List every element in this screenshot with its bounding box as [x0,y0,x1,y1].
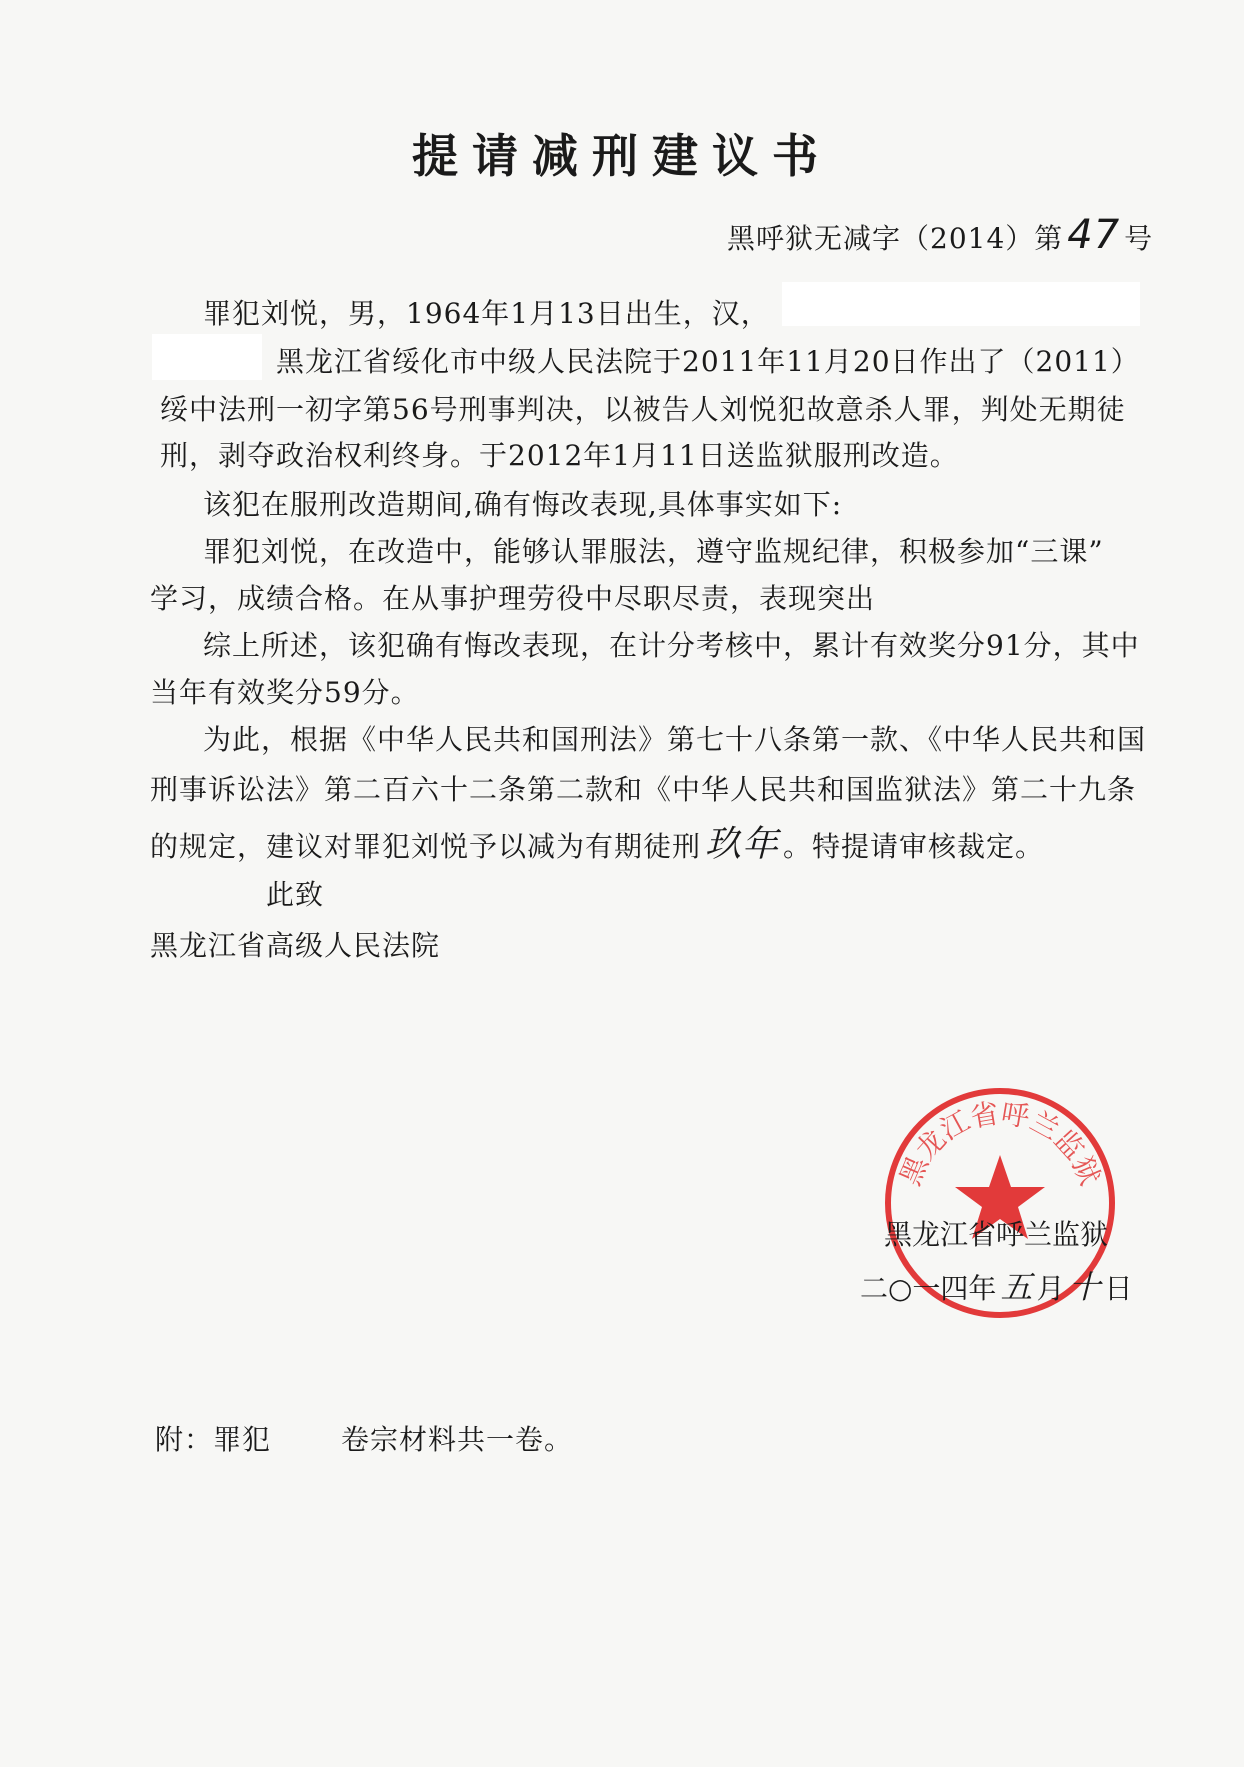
reference-suffix: 号 [1124,222,1154,255]
paragraph-1-line-1: 罪犯刘悦，男，1964年1月13日出生，汉， [203,297,770,330]
paragraph-1-line-4: 刑，剥夺政治权利终身。于2012年1月11日送监狱服刑改造。 [160,439,959,472]
attachment-note [155,1418,573,1458]
paragraph-4-line-2: 当年有效奖分59分。 [150,676,420,709]
document-title: 提请减刑建议书 [412,129,832,183]
reference-number-handwritten: 47 [1067,212,1121,258]
paragraph-1-line-3: 绥中法刑一初字第56号刑事判决，以被告人刘悦犯故意杀人罪，判处无期徒 [160,393,1126,426]
paragraph-4-line-1: 综上所述，该犯确有悔改表现，在计分考核中，累计有效奖分91分，其中 [203,629,1140,662]
paragraph-2: 该犯在服刑改造期间,确有悔改表现,具体事实如下: [203,488,843,521]
reference-prefix: 黑呼狱无减字（2014）第 [727,222,1064,255]
paragraph-3-line-1: 罪犯刘悦，在改造中，能够认罪服法，遵守监规纪律，积极参加“三课” [203,535,1104,568]
recipient: 黑龙江省高级人民法院 [150,929,441,962]
paragraph-5-line-3-end: 。特提请审核裁定。 [783,830,1045,863]
paragraph-3-line-2: 学习，成绩合格。在从事护理劳役中尽职尽责，表现突出 [150,582,876,615]
attachment-description: 卷宗材料共一卷。 [341,1423,574,1456]
paragraph-5-line-1: 为此，根据《中华人民共和国刑法》第七十八条第一款、《中华人民共和国 [203,723,1147,756]
paragraph-1-line-2: 黑龙江省绥化市中级人民法院于2011年11月20日作出了（2011） [276,345,1140,378]
date-year: 二○一四年 [860,1272,997,1305]
date-month-label: 月 [1036,1272,1065,1305]
paragraph-5-line-3 [150,816,1044,867]
paragraph-5-line-2: 刑事诉讼法》第二百六十二条第二款和《中华人民共和国监狱法》第二十九条 [150,773,1137,806]
date-day-handwritten: 十 [1068,1268,1101,1306]
seal-arc-text: 黑龙江省呼兰监狱 [893,1096,1107,1191]
date-day-label: 日 [1104,1272,1133,1305]
paragraph-5-line-3-text: 的规定，建议对罪犯刘悦予以减为有期徒刑 [150,830,702,863]
sentence-term-handwritten: 玖年 [705,824,780,865]
signing-organization: 黑龙江省呼兰监狱 [884,1218,1109,1251]
attachment-prefix: 附：罪犯 [155,1423,272,1456]
date-month-handwritten: 五 [1000,1268,1033,1306]
signing-date [860,1262,1133,1308]
reference-number [727,212,1153,258]
redaction-box [782,282,1140,326]
redaction-box [152,334,262,380]
closing-phrase: 此致 [266,878,325,911]
